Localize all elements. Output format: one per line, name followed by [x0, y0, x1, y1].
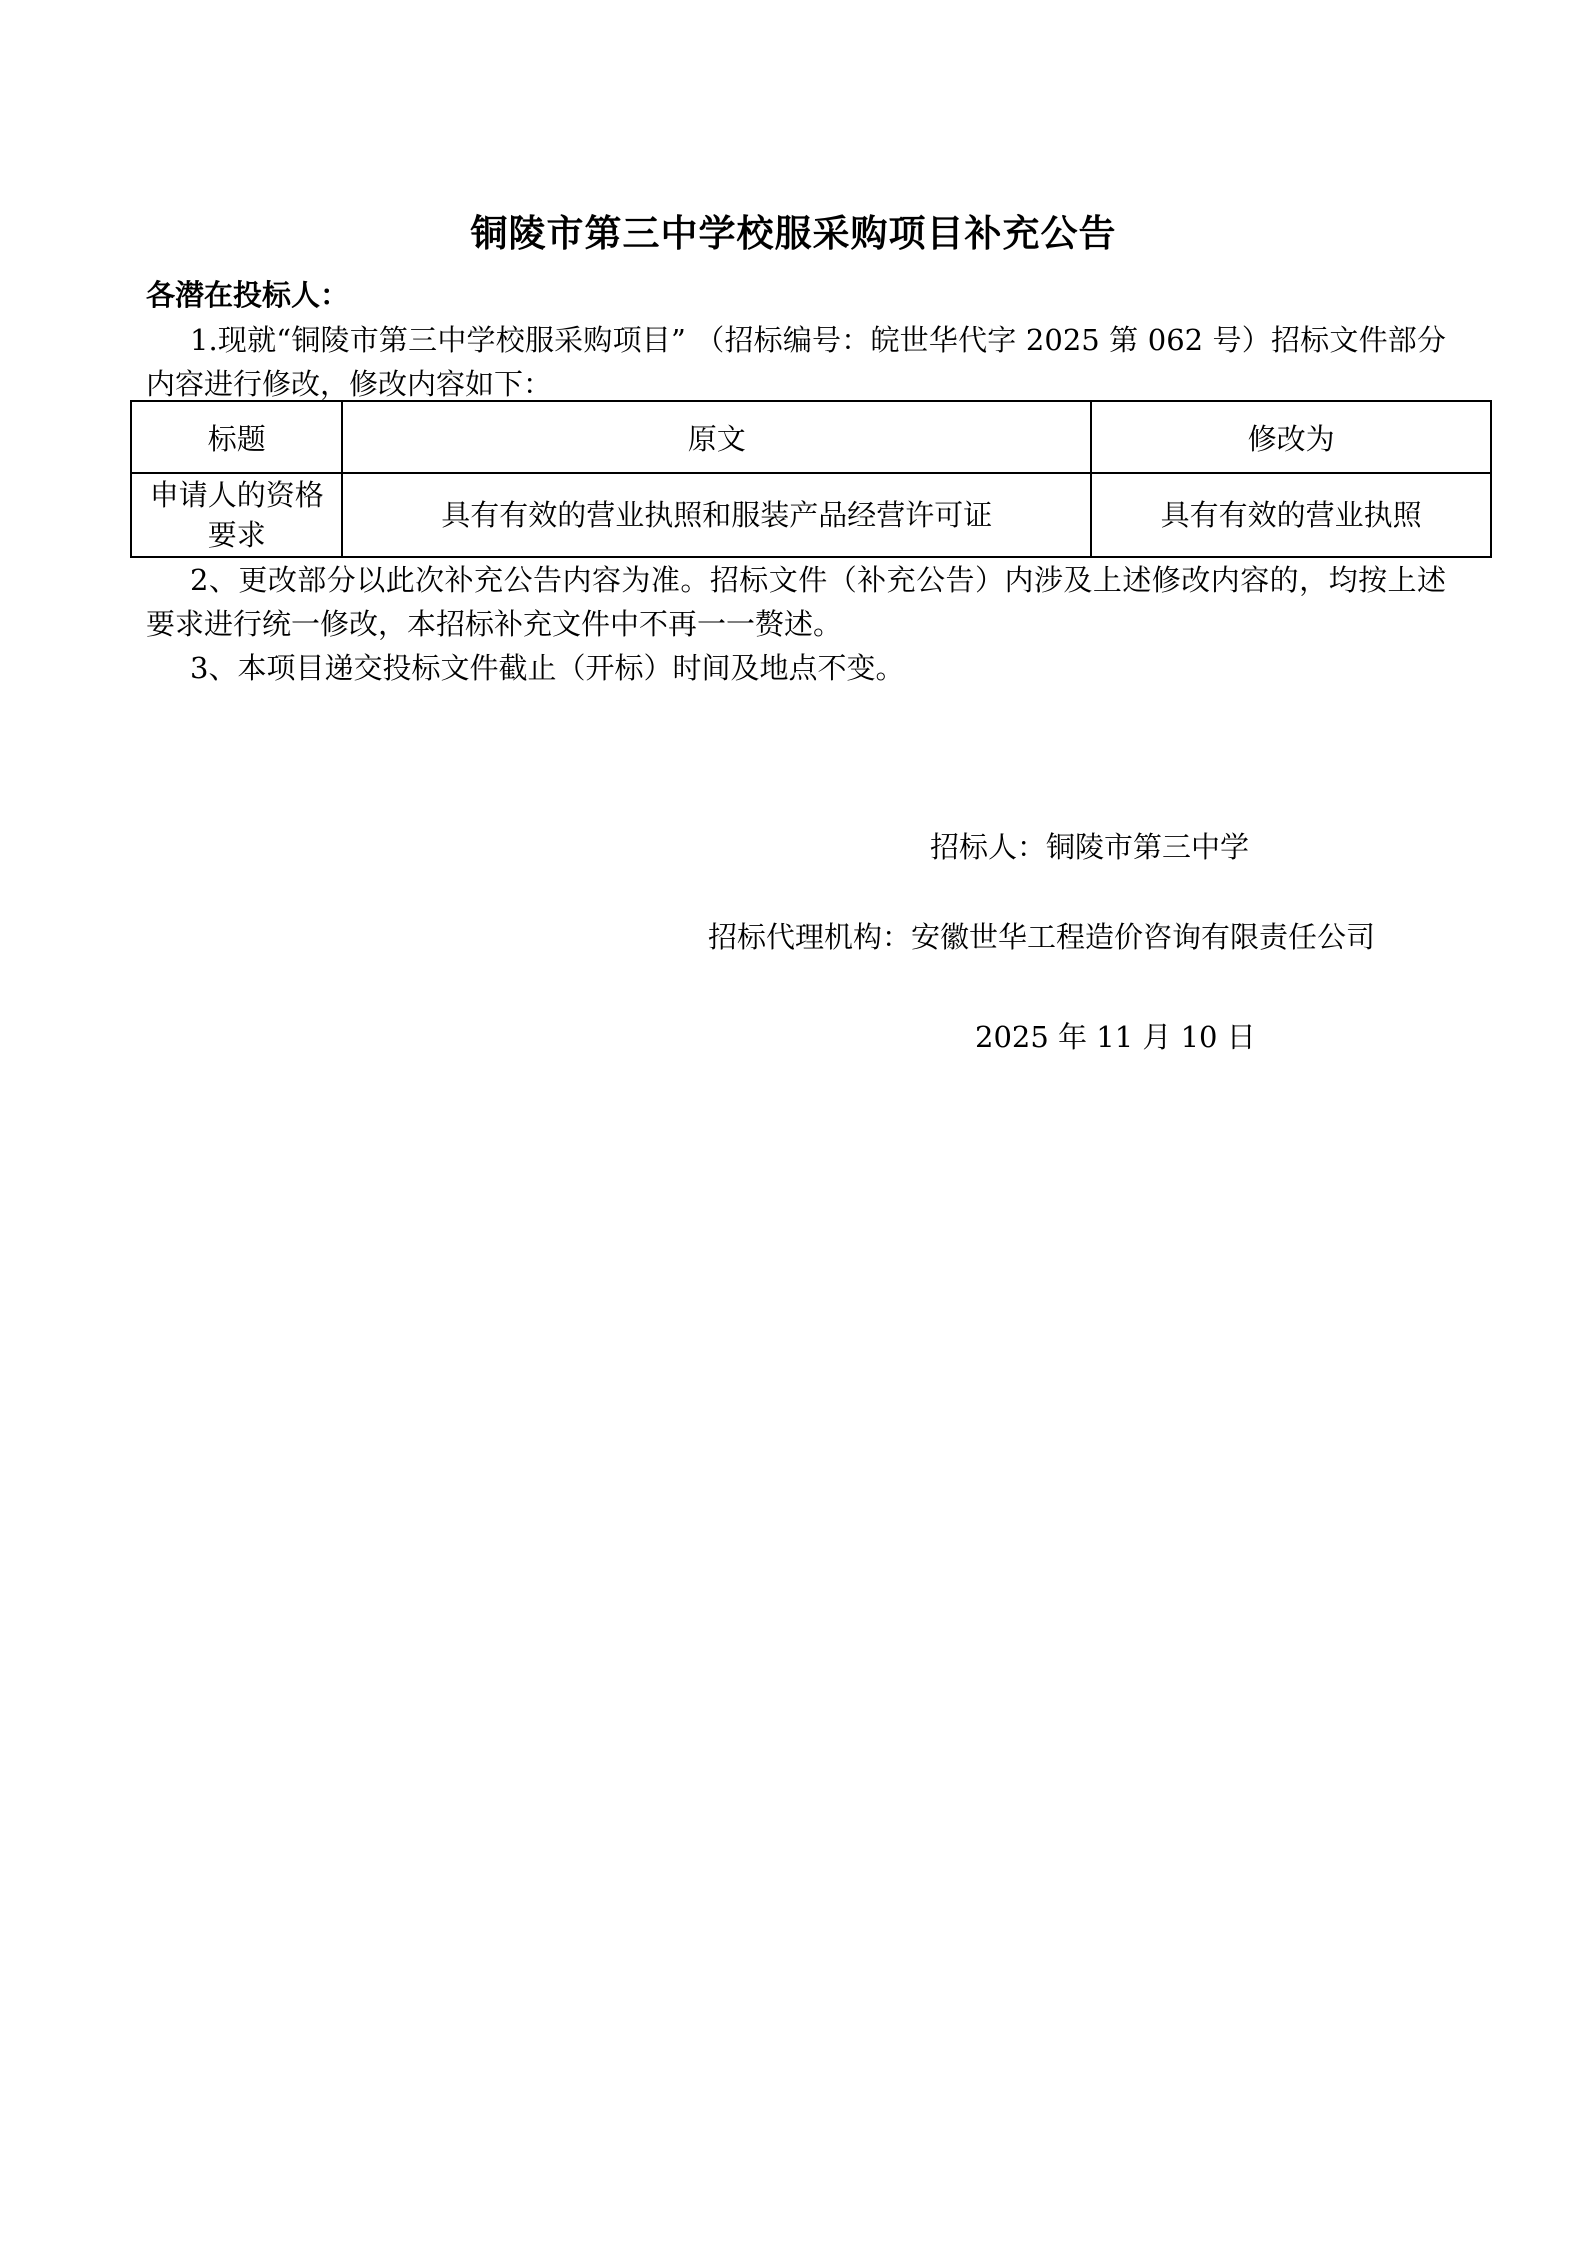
table-header-cell: 修改为: [1091, 401, 1491, 473]
table-cell-original: 具有有效的营业执照和服装产品经营许可证: [342, 473, 1091, 557]
paragraph-2: 2、更改部分以此次补充公告内容为准。招标文件（补充公告）内涉及上述修改内容的，均按上述要求进行统一修改，本招标补充文件中不再一一赘述。: [146, 563, 1446, 641]
table-header-row: [131, 401, 1491, 473]
signature-date: 2025 年 11 月 10 日: [975, 1020, 1256, 1054]
table-row: [131, 473, 1491, 557]
document-title: 铜陵市第三中学校服采购项目补充公告: [470, 211, 1117, 255]
salutation: 各潜在投标人：: [146, 278, 350, 312]
table-header-cell: 原文: [342, 401, 1091, 473]
signature-agency: 招标代理机构：安徽世华工程造价咨询有限责任公司: [708, 920, 1376, 954]
table-cell-revised: 具有有效的营业执照: [1091, 473, 1491, 557]
table-cell-title: 申请人的资格要求: [131, 473, 342, 557]
amendment-table: [130, 400, 1492, 558]
paragraph-3: 3、本项目递交投标文件截止（开标）时间及地点不变。: [190, 651, 905, 685]
table-header-cell: 标题: [131, 401, 342, 473]
signature-tenderer: 招标人：铜陵市第三中学: [930, 830, 1250, 864]
paragraph-1: 1.现就“铜陵市第三中学校服采购项目” （招标编号：皖世华代字 2025 第 062 号）招标文件部分内容进行修改，修改内容如下：: [146, 323, 1446, 401]
